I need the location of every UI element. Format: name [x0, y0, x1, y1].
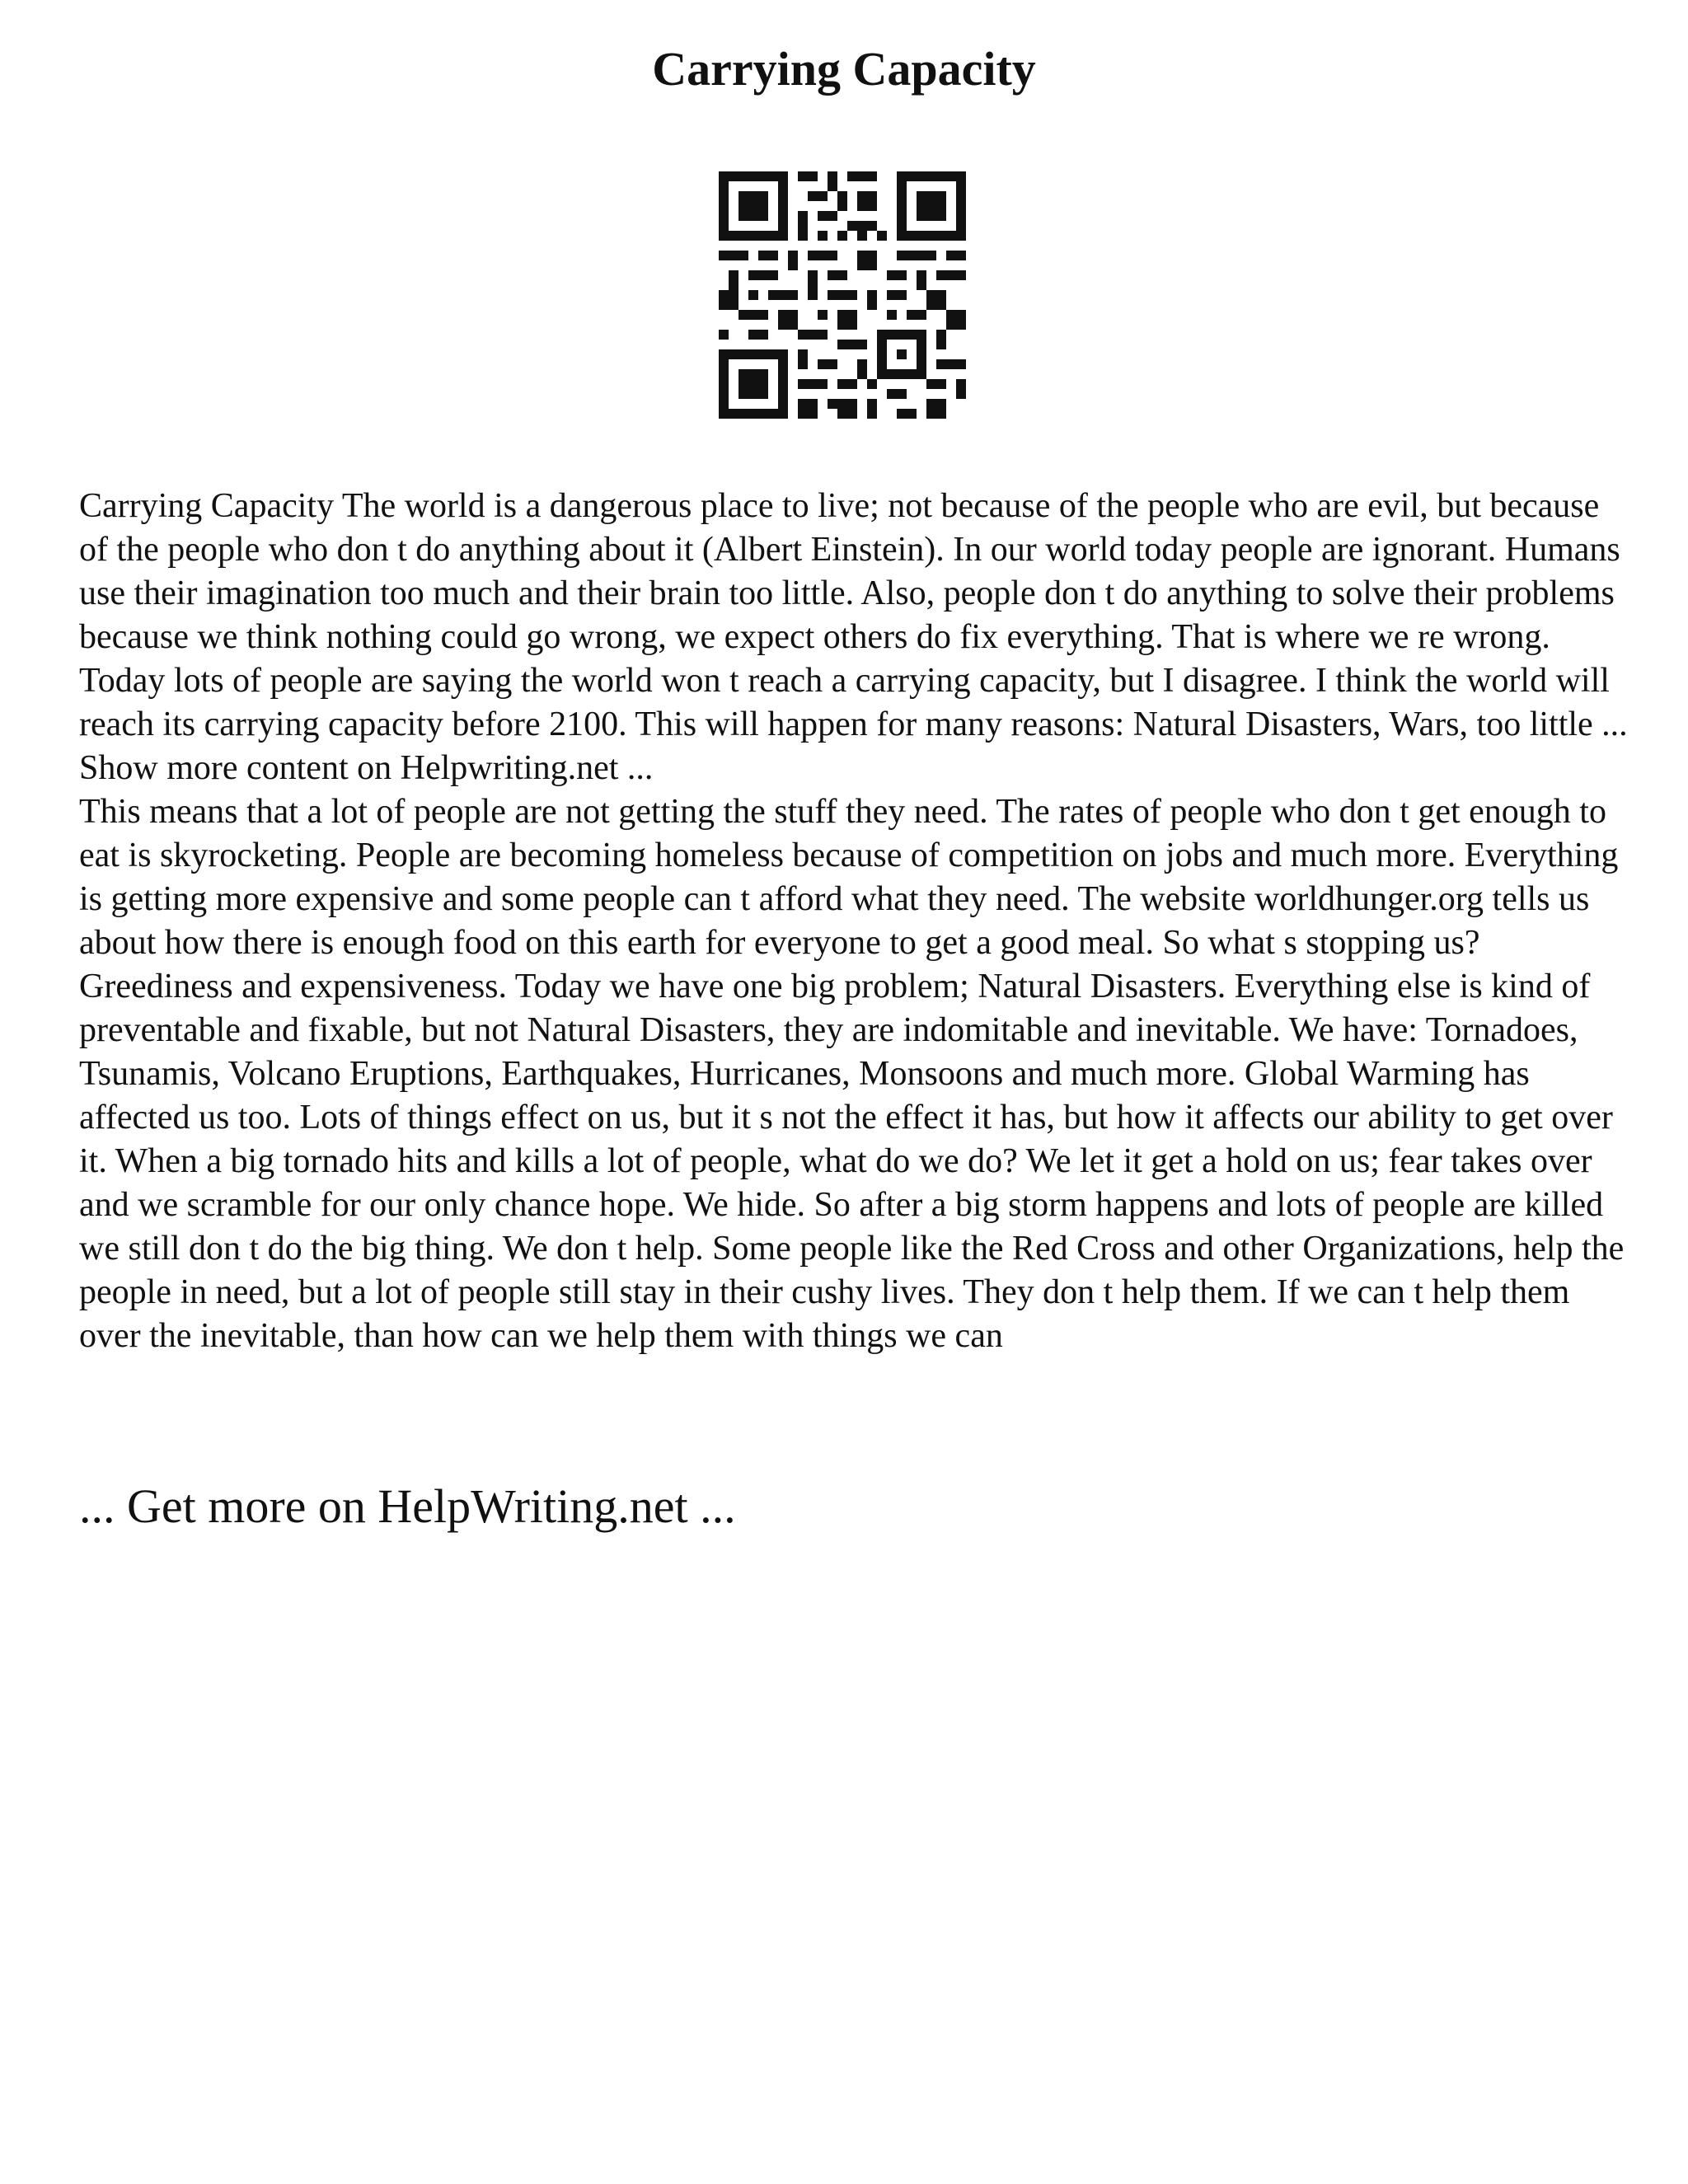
get-more-link[interactable]: ... Get more on HelpWriting.net ... — [79, 1479, 736, 1533]
qr-code-icon[interactable] — [719, 171, 966, 419]
article-body — [79, 485, 1629, 1358]
page-title: Carrying Capacity — [652, 42, 1036, 96]
paragraph: This means that a lot of people are not getting the stuff they need. The rates of people who don t get enough to eat is skyrocketing. People are becoming homeless because of competition on jobs and much more. Everything is getting more expensive and some people can t afford what they need. The website worldhunger.org tells us about how there is enough food on this earth for everyone to get a good meal. So what s stopping us? Greediness and expensiveness. Today we have one big problem; Natural Disasters. Everything else is kind of preventable and fixable, but not Natural Disasters, they are indomitable and inevitable. We have: Tornadoes, Tsunamis, Volcano Eruptions, Earthquakes, Hurricanes, Monsoons and much more. Global Warming has affected us too. Lots of things effect on us, but it s not the effect it has, but how it affects our ability to get over it. When a big tornado hits and kills a lot of people, what do we do? We let it get a hold on us; fear takes over and we scramble for our only chance hope. We hide. So after a big storm happens and lots of people are killed we still don t do the big thing. We don t help. Some people like the Red Cross and other Organizations, help the people in need, but a lot of people still stay in their cushy lives. They don t help them. If we can t help them over the inevitable, than how can we help them with things we can — [79, 793, 1625, 1355]
paragraph: Carrying Capacity The world is a dangerous place to live; not because of the people who are evil, but because of the people who don t do anything about it (Albert Einstein). In our world today people are ignorant. Humans use their imagination too much and their brain too little. Also, people don t do anything to solve their problems because we think nothing could go wrong, we expect others do fix everything. That is where we re wrong. Today lots of people are saying the world won t reach a carrying capacity, but I disagree. I think the world will reach its carrying capacity before 2100. This will happen for many reasons: Natural Disasters, Wars, too little ... Show more content on Helpwriting.net ... — [79, 487, 1628, 787]
